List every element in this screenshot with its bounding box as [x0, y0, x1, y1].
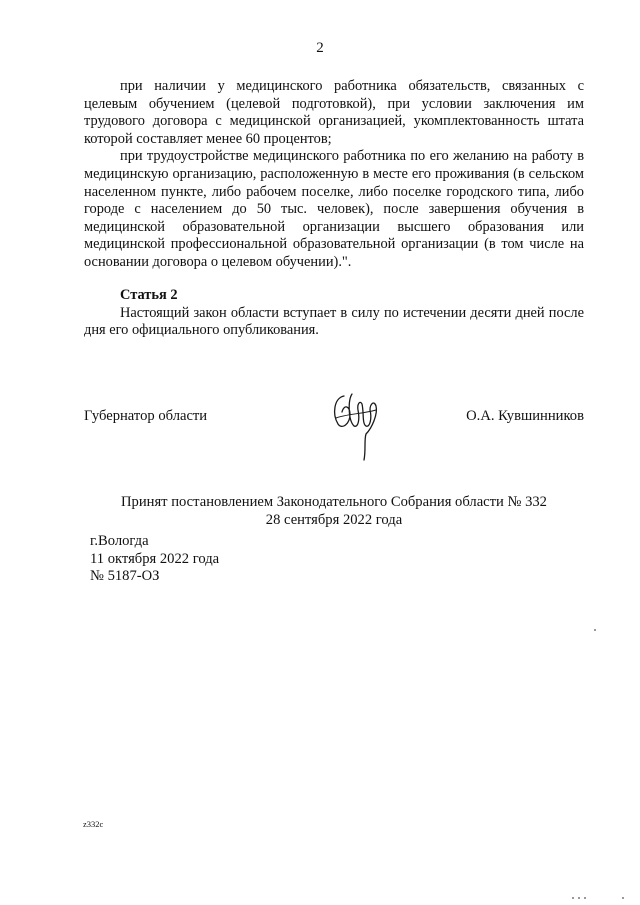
- scan-artifact: [578, 897, 580, 899]
- adoption-note: [84, 494, 584, 529]
- law-text-block: [84, 78, 584, 272]
- article-2: [84, 287, 584, 340]
- adoption-line-1: Принят постановлением Законодательного Собрания области № 332: [121, 494, 547, 510]
- article-heading: Статья 2: [120, 287, 178, 303]
- place: г.Вологда: [90, 533, 149, 549]
- scan-artifact: [572, 897, 574, 899]
- governor-name: О.А. Кувшинников: [466, 408, 584, 424]
- governor-title: Губернатор области: [84, 408, 208, 424]
- handwritten-signature: [326, 384, 386, 464]
- paragraph-employment-residence: при трудоустройстве медицинского работника по его желанию на работу в медицинскую организацию, расположенную в месте его проживания (в сельском населенном пункте, либо рабочем поселке, либо поселке городского типа, либо городе с населением до 50 тыс. человек), после завершения обучения в медицинской образовательной организации высшего образования или медицинской профессиональной образовательной организации (в том числе на основании договора о целевом обучении).".: [84, 148, 584, 270]
- law-number: № 5187-ОЗ: [90, 568, 160, 585]
- paragraph-target-training: при наличии у медицинского работника обязательств, связанных с целевым обучением (целевой подготовкой), при условии заключения им трудового договора с медицинской организацией, укомплектованность штата которой составляет менее 60 процентов;: [84, 78, 584, 147]
- scan-artifact: [622, 897, 624, 899]
- date: 11 октября 2022 года: [90, 550, 220, 567]
- scan-artifact: [594, 629, 596, 631]
- scan-artifact: [584, 897, 586, 899]
- article-text: Настоящий закон области вступает в силу по истечении десяти дней после дня его официального опубликования.: [84, 304, 584, 339]
- document-code: z332c: [83, 819, 104, 829]
- adoption-line-2: 28 сентября 2022 года: [265, 511, 403, 528]
- place-date-block: [90, 533, 219, 586]
- page-number: 2: [316, 40, 324, 56]
